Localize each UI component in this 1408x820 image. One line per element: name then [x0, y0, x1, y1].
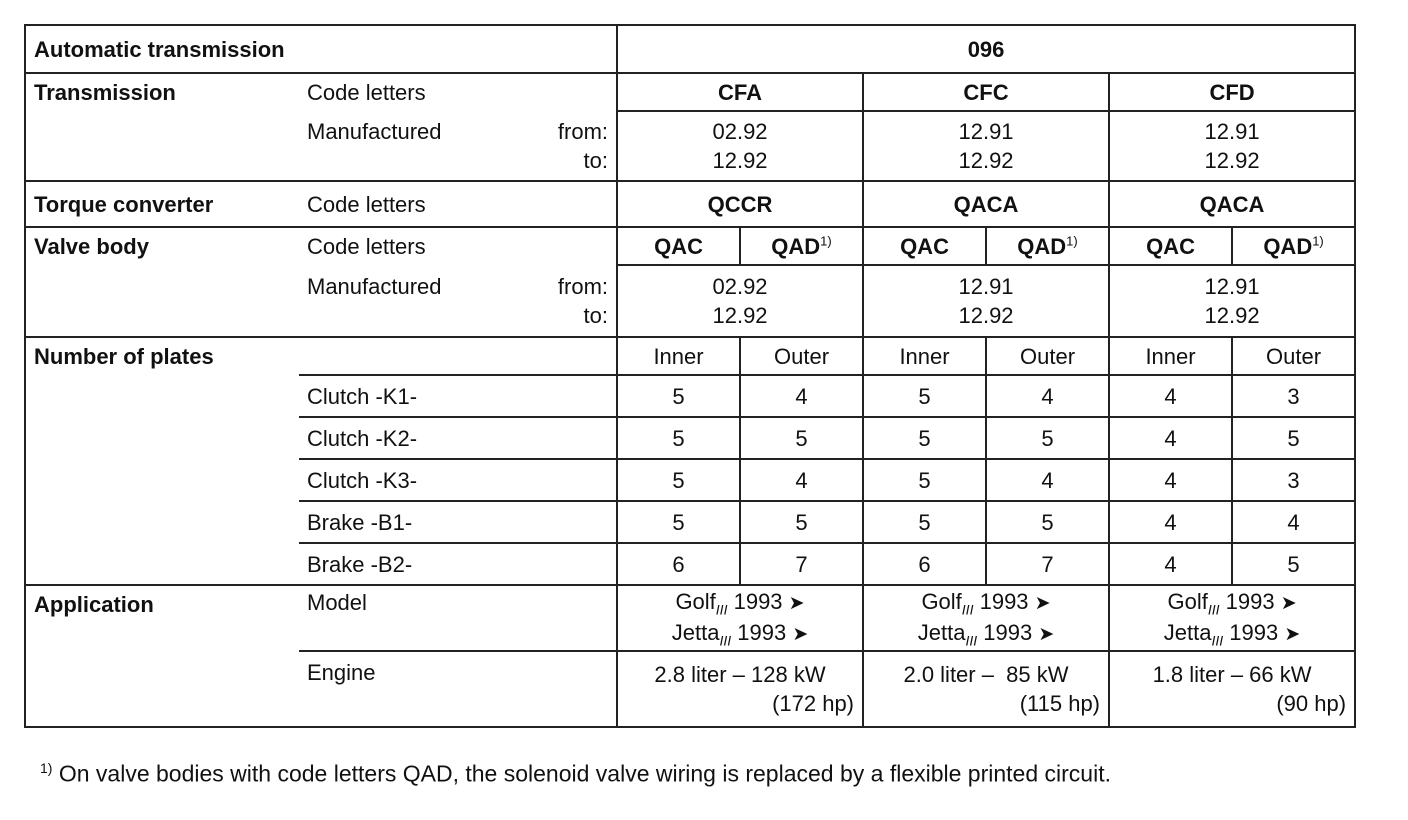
torque-converter-code-3: QACA — [1109, 181, 1355, 227]
header-value: 096 — [617, 25, 1355, 73]
plate-value: 5 — [986, 501, 1109, 543]
valve-body-to-label: to: — [583, 302, 609, 328]
arrow-icon: ➤ — [792, 624, 809, 645]
plate-value: 4 — [1109, 417, 1232, 459]
plate-value: 4 — [740, 459, 863, 501]
plate-value: 5 — [863, 459, 986, 501]
valve-code-qac-2: QAC — [863, 227, 986, 265]
plate-value: 5 — [740, 501, 863, 543]
plate-row-name: Clutch -K1- — [299, 375, 617, 417]
plate-value: 5 — [863, 417, 986, 459]
plate-value: 4 — [986, 459, 1109, 501]
torque-converter-code-label: Code letters — [299, 181, 617, 227]
valve-body-from-label: from: — [557, 273, 609, 299]
outer-header: Outer — [986, 337, 1109, 375]
footnote-marker: 1) — [1066, 233, 1078, 249]
inner-header: Inner — [1109, 337, 1232, 375]
valve-body-dates-1: 02.92 12.92 — [617, 265, 863, 337]
footnote-marker: 1) — [820, 233, 832, 249]
transmission-from-label: from: — [557, 118, 609, 144]
transmission-to-label: to: — [583, 147, 609, 173]
footnote-marker: 1) — [40, 760, 53, 776]
valve-code-qad-1: QAD$^{1)}$ — [740, 227, 863, 265]
outer-header: Outer — [1232, 337, 1355, 375]
plates-spacer — [299, 337, 617, 375]
footnote — [40, 760, 1111, 788]
plate-value: 5 — [617, 501, 740, 543]
arrow-icon: ➤ — [788, 593, 805, 614]
valve-code-qac-3: QAC — [1109, 227, 1232, 265]
transmission-dates-cfd: 12.91 12.92 — [1109, 111, 1355, 181]
arrow-icon: ➤ — [1280, 593, 1297, 614]
plate-value: 4 — [986, 375, 1109, 417]
inner-header: Inner — [863, 337, 986, 375]
plate-value: 5 — [1232, 417, 1355, 459]
plate-value: 7 — [986, 543, 1109, 585]
arrow-icon: ➤ — [1034, 593, 1051, 614]
valve-code-qad-3: QAD$^{1)}$ — [1232, 227, 1355, 265]
plate-row-name: Brake -B2- — [299, 543, 617, 585]
engine-cell-3: 1.8 liter – 66 kW (90 hp) — [1109, 651, 1355, 727]
plates-header-row — [25, 337, 1355, 375]
header-row — [25, 25, 1355, 73]
torque-converter-code-1: QCCR — [617, 181, 863, 227]
header-label: Automatic transmission — [25, 25, 617, 73]
transmission-code-cfd: CFD — [1109, 73, 1355, 111]
engine-cell-2: 2.0 liter – 85 kW (115 hp) — [863, 651, 1109, 727]
plate-value: 3 — [1232, 375, 1355, 417]
valve-body-code-row — [25, 227, 1355, 265]
plate-value: 4 — [1232, 501, 1355, 543]
plate-value: 6 — [617, 543, 740, 585]
plate-row-name: Clutch -K3- — [299, 459, 617, 501]
arrow-icon: ➤ — [1038, 624, 1055, 645]
plate-value: 5 — [617, 375, 740, 417]
plate-row-name: Brake -B1- — [299, 501, 617, 543]
transmission-code-cfa: CFA — [617, 73, 863, 111]
model-cell-2: Golf$_{III}$ 1993 ➤ Jetta$_{III}$ 1993 ➤ — [863, 585, 1109, 651]
plate-value: 5 — [863, 375, 986, 417]
transmission-code-label: Code letters — [307, 80, 426, 105]
plate-value: 7 — [740, 543, 863, 585]
plate-value: 5 — [617, 459, 740, 501]
plate-value: 4 — [1109, 501, 1232, 543]
valve-body-code-label: Code letters — [307, 234, 426, 259]
transmission-code-row — [25, 73, 1355, 111]
valve-body-manufactured — [299, 265, 617, 337]
valve-body-dates-2: 12.91 12.92 — [863, 265, 1109, 337]
model-cell-3: Golf$_{III}$ 1993 ➤ Jetta$_{III}$ 1993 ➤ — [1109, 585, 1355, 651]
plate-value: 4 — [740, 375, 863, 417]
torque-converter-row — [25, 181, 1355, 227]
engine-cell-1: 2.8 liter – 128 kW (172 hp) — [617, 651, 863, 727]
valve-body-dates-3: 12.91 12.92 — [1109, 265, 1355, 337]
valve-code-qad-2: QAD$^{1)}$ — [986, 227, 1109, 265]
plate-value: 5 — [986, 417, 1109, 459]
plates-label: Number of plates — [25, 337, 299, 585]
valve-body-manufactured-label: Manufactured — [307, 273, 442, 299]
plate-value: 5 — [1232, 543, 1355, 585]
engine-label: Engine — [299, 651, 617, 727]
footnote-marker: 1) — [1312, 233, 1324, 249]
application-label: Application — [25, 585, 299, 727]
transmission-label: Transmission — [25, 73, 299, 181]
plate-value: 5 — [863, 501, 986, 543]
valve-body-label: Valve body — [25, 227, 299, 337]
transmission-spec-table — [24, 24, 1356, 728]
outer-header: Outer — [740, 337, 863, 375]
plate-value: 6 — [863, 543, 986, 585]
transmission-code-cfc: CFC — [863, 73, 1109, 111]
arrow-icon: ➤ — [1284, 624, 1301, 645]
plate-value: 4 — [1109, 459, 1232, 501]
transmission-dates-cfc: 12.91 12.92 — [863, 111, 1109, 181]
transmission-manufactured — [299, 111, 617, 181]
model-cell-1: Golf$_{III}$ 1993 ➤ Jetta$_{III}$ 1993 ➤ — [617, 585, 863, 651]
torque-converter-code-2: QACA — [863, 181, 1109, 227]
inner-header: Inner — [617, 337, 740, 375]
plate-row-name: Clutch -K2- — [299, 417, 617, 459]
model-label: Model — [307, 590, 367, 615]
plate-value: 4 — [1109, 543, 1232, 585]
transmission-manufactured-label: Manufactured — [307, 118, 442, 144]
torque-converter-label: Torque converter — [25, 181, 299, 227]
transmission-dates-cfa: 02.92 12.92 — [617, 111, 863, 181]
plate-value: 5 — [740, 417, 863, 459]
valve-code-qac-1: QAC — [617, 227, 740, 265]
plate-value: 3 — [1232, 459, 1355, 501]
plate-value: 5 — [617, 417, 740, 459]
footnote-text: On valve bodies with code letters QAD, the solenoid valve wiring is replaced by a flexible printed circuit. — [58, 760, 1111, 787]
application-model-row — [25, 585, 1355, 651]
plate-value: 4 — [1109, 375, 1232, 417]
